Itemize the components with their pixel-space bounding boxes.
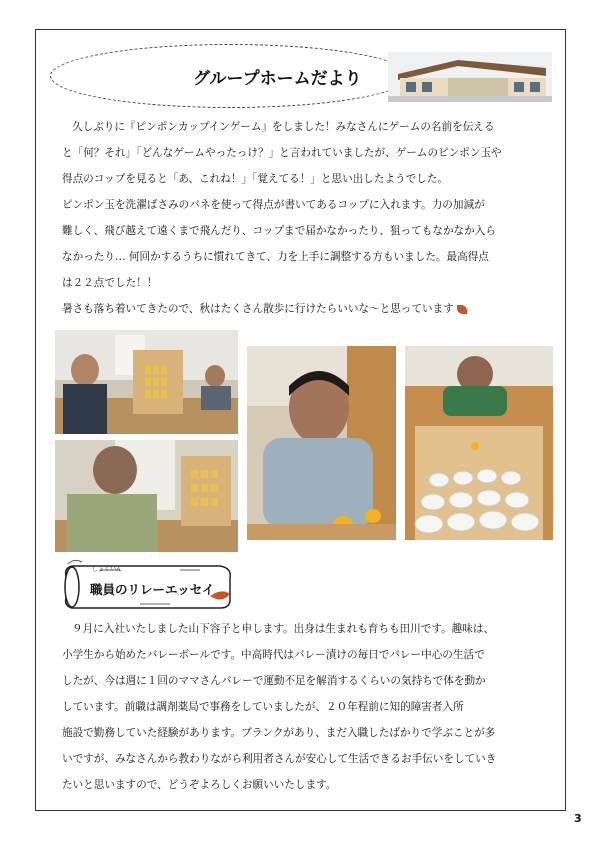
photo-player-closeup [247, 346, 396, 540]
essay-line: 施設で勤務していた経験があります。ブランクがあり、まだ入職したばかりで学ぶことが多 [62, 727, 496, 739]
essay-line: たいと思いますので、どうぞよろしくお願いいたします。 [62, 779, 337, 791]
essay-line: しています。前職は調剤薬局で事務をしていましたが、２０年程前に知的障害者入所 [62, 701, 464, 713]
essay-title: 職員のリレーエッセイ [90, 582, 215, 597]
page-title: グループホームだより [193, 69, 362, 89]
building-illustration [388, 52, 552, 102]
article-line: は２２点でした！！ [62, 277, 158, 289]
article-line: ピンポン玉を洗濯ばさみのバネを使って得点が書いてあるコップに入れます。力の加減が [62, 199, 485, 211]
essay-body [62, 616, 562, 798]
article-line: 得点のコップを見ると「あ、これね！」「覚えてる！」と思い出したようでした。 [62, 173, 449, 185]
autumn-leaf-icon [457, 305, 467, 314]
photo-game-table-1 [55, 330, 238, 434]
article-closing-text: 暑さも落ち着いてきたので、秋はたくさん散歩に行けたらいいな～と思っています [62, 303, 454, 315]
essay-line: したが、今は週に１回のママさんバレーで運動不足を解消するくらいの気持ちで体を動か [62, 675, 486, 687]
photo-aiming-cups [405, 346, 553, 540]
page-number: 3 [574, 812, 582, 825]
essay-title-banner [60, 558, 240, 613]
essay-line: いですが、みなさんから教わりながら利用者さんが安心して生活できるお手伝いをしていき [62, 753, 497, 765]
photo-game-table-2 [55, 440, 238, 552]
article-line: 難しく、飛び越えて遠くまで飛んだり、コップまで届かなかったり、狙ってもなかなか入ら [62, 225, 496, 237]
article-body [62, 114, 562, 322]
essay-title-ruby: しょくいん [92, 566, 123, 573]
article-line: と「何？それ」「どんなゲームやったっけ？」と言われていましたが、ゲームのピンポン玉や [62, 147, 502, 159]
article-line [62, 296, 562, 322]
essay-line: 小学生から始めたバレーボールです。中高時代はバレー漬けの毎日でバレー中心の生活で [62, 649, 485, 661]
essay-line: ９月に入社いたしました山下容子と申します。出身は生まれも育ちも田川です。趣味は、 [72, 623, 495, 635]
article-line: 久しぶりに『ピンポンカップインゲーム』をしました！みなさんにゲームの名前を伝える [72, 121, 495, 133]
article-line: なかったり… 何回かするうちに慣れてきて、力を上手に調整する方もいました。最高得点 [62, 251, 489, 263]
